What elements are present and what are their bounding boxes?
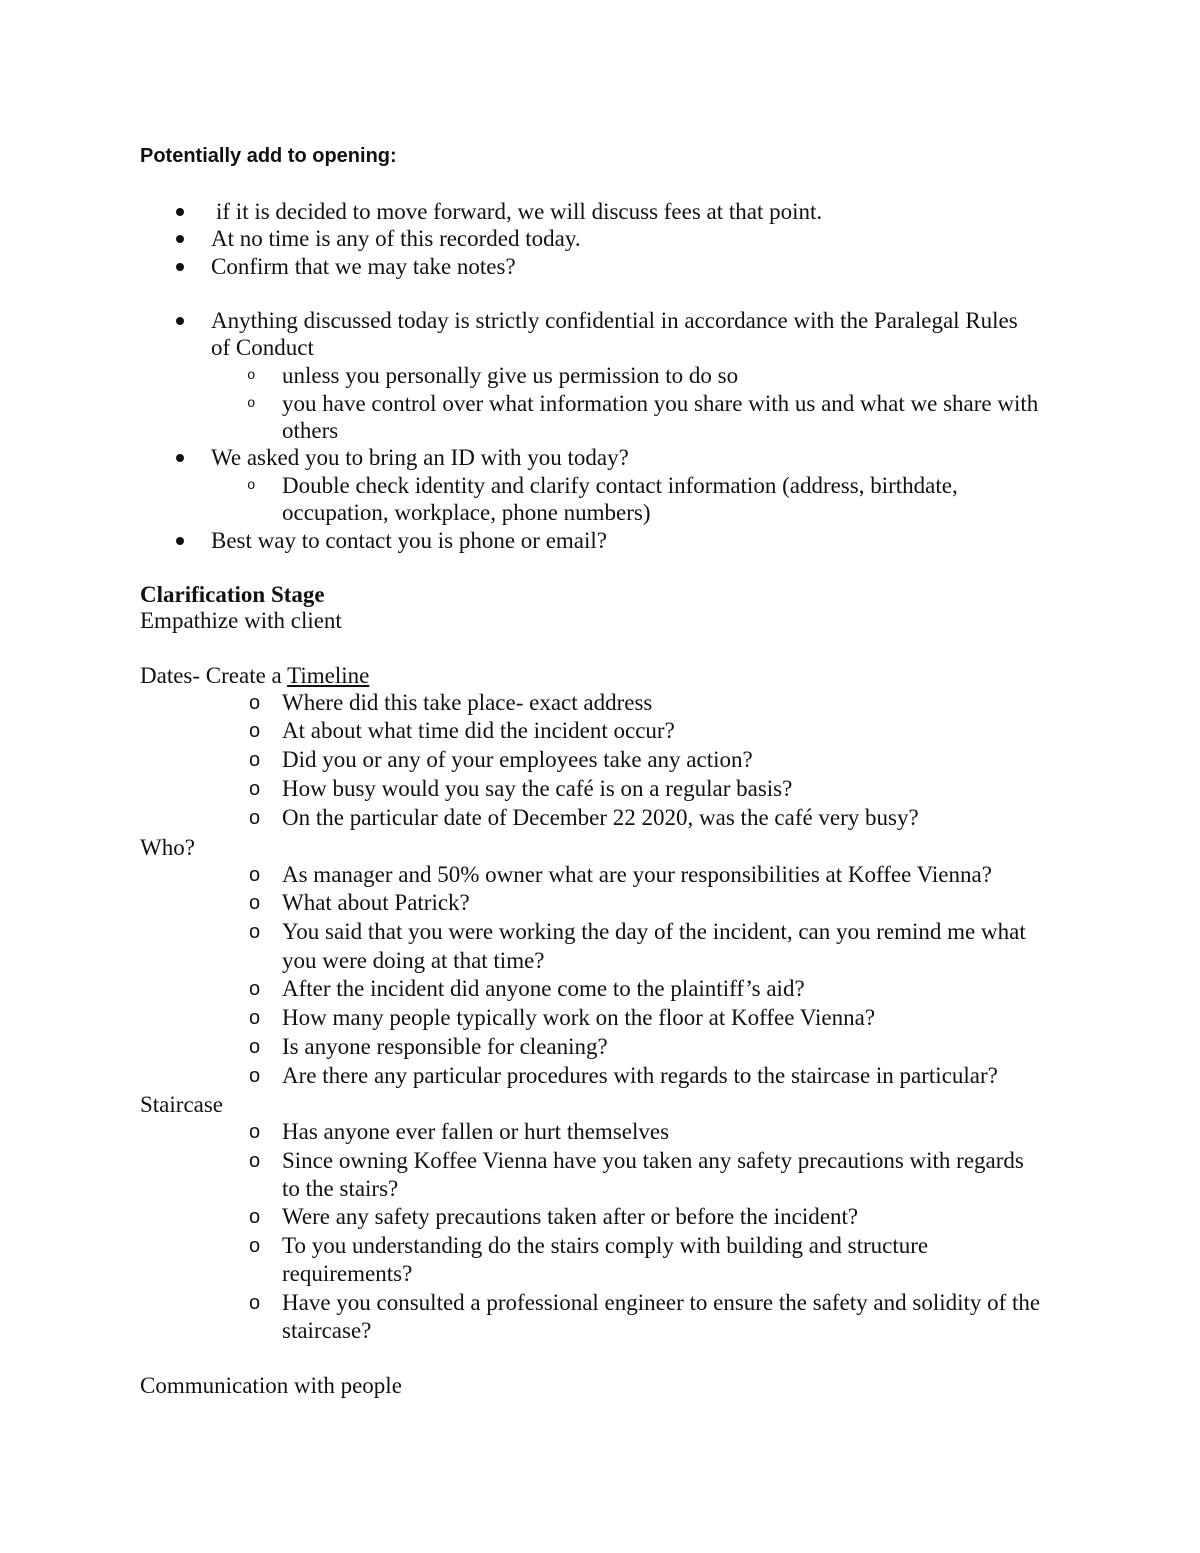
sub-bullet-marker: o [247,368,256,384]
dates-prefix: Dates- Create a [140,663,288,688]
staircase-item-continuation: staircase? [282,1318,372,1343]
staircase-item: Since owning Koffee Vienna have you taken any safety precautions with regards [282,1148,1024,1173]
sub-bullet-marker: o [249,1150,261,1172]
staircase-item: To you understanding do the stairs comply with building and structure [282,1233,929,1258]
opening-bullet-continuation: of Conduct [211,335,314,360]
who-item: Are there any particular procedures with regards to the staircase in particular? [282,1063,998,1088]
clarification-subtext: Empathize with client [140,608,342,633]
dates-item: Where did this take place- exact address [282,690,653,715]
sub-bullet-marker: o [249,749,261,771]
who-item: After the incident did anyone come to the plaintiff’s aid? [282,976,805,1001]
opening-sub-bullet-continuation: occupation, workplace, phone numbers) [282,500,651,525]
staircase-label: Staircase [140,1092,224,1117]
staircase-item: Have you consulted a professional engineer to ensure the safety and solidity of the [282,1290,1041,1315]
sub-bullet-marker: o [249,778,261,800]
sub-bullet-marker: o [249,921,261,943]
opening-bullet: Confirm that we may take notes? [211,254,516,279]
sub-bullet-marker: o [249,1121,261,1143]
communication-label: Communication with people [140,1373,402,1398]
who-label: Who? [140,835,195,860]
staircase-item: Were any safety precautions taken after or before the incident? [282,1204,859,1229]
sub-bullet-marker: o [249,1292,261,1314]
timeline-text: Timeline [287,663,370,688]
sub-bullet-marker: o [249,720,261,742]
who-item: Is anyone responsible for cleaning? [282,1034,608,1059]
opening-sub-bullet: unless you personally give us permission to do so [282,363,739,388]
staircase-item-continuation: requirements? [282,1261,413,1286]
dates-label [140,662,369,690]
dates-item: On the particular date of December 22 2020, was the café very busy? [282,805,919,830]
who-item: What about Patrick? [282,890,470,915]
who-item: As manager and 50% owner what are your responsibilities at Koffee Vienna? [282,862,992,887]
dates-item: At about what time did the incident occur? [282,718,675,743]
opening-bullet: if it is decided to move forward, we will discuss fees at that point. [216,199,823,224]
sub-bullet-marker: o [247,396,256,412]
dates-item: Did you or any of your employees take any action? [282,747,753,772]
sub-bullet-marker: o [249,1036,261,1058]
sub-bullet-marker: o [249,1235,261,1257]
sub-bullet-marker: o [249,1065,261,1087]
staircase-item: Has anyone ever fallen or hurt themselves [282,1119,670,1144]
sub-bullet-marker: o [249,1007,261,1029]
sub-bullet-marker: o [247,478,256,494]
who-item-continuation: you were doing at that time? [282,948,545,973]
opening-sub-bullet: Double check identity and clarify contact information (address, birthdate, [282,473,958,498]
opening-sub-bullet-continuation: others [282,418,339,443]
opening-heading: Potentially add to opening: [140,145,397,167]
staircase-item-continuation: to the stairs? [282,1176,399,1201]
sub-bullet-marker: o [249,892,261,914]
dates-item: How busy would you say the café is on a regular basis? [282,776,793,801]
opening-bullet: Anything discussed today is strictly confidential in accordance with the Paralegal Rules [211,308,1018,333]
who-item: You said that you were working the day of the incident, can you remind me what [282,919,1026,944]
sub-bullet-marker: o [249,864,261,886]
sub-bullet-marker: o [249,692,261,714]
opening-bullet: At no time is any of this recorded today. [211,226,581,251]
sub-bullet-marker: o [249,1206,261,1228]
opening-sub-bullet: you have control over what information you share with us and what we share with [282,391,1039,416]
sub-bullet-marker: o [249,978,261,1000]
who-item: How many people typically work on the floor at Koffee Vienna? [282,1005,876,1030]
opening-bullet: Best way to contact you is phone or email? [211,528,608,553]
opening-bullet: We asked you to bring an ID with you today? [211,445,629,470]
sub-bullet-marker: o [249,807,261,829]
clarification-heading: Clarification Stage [140,582,325,607]
